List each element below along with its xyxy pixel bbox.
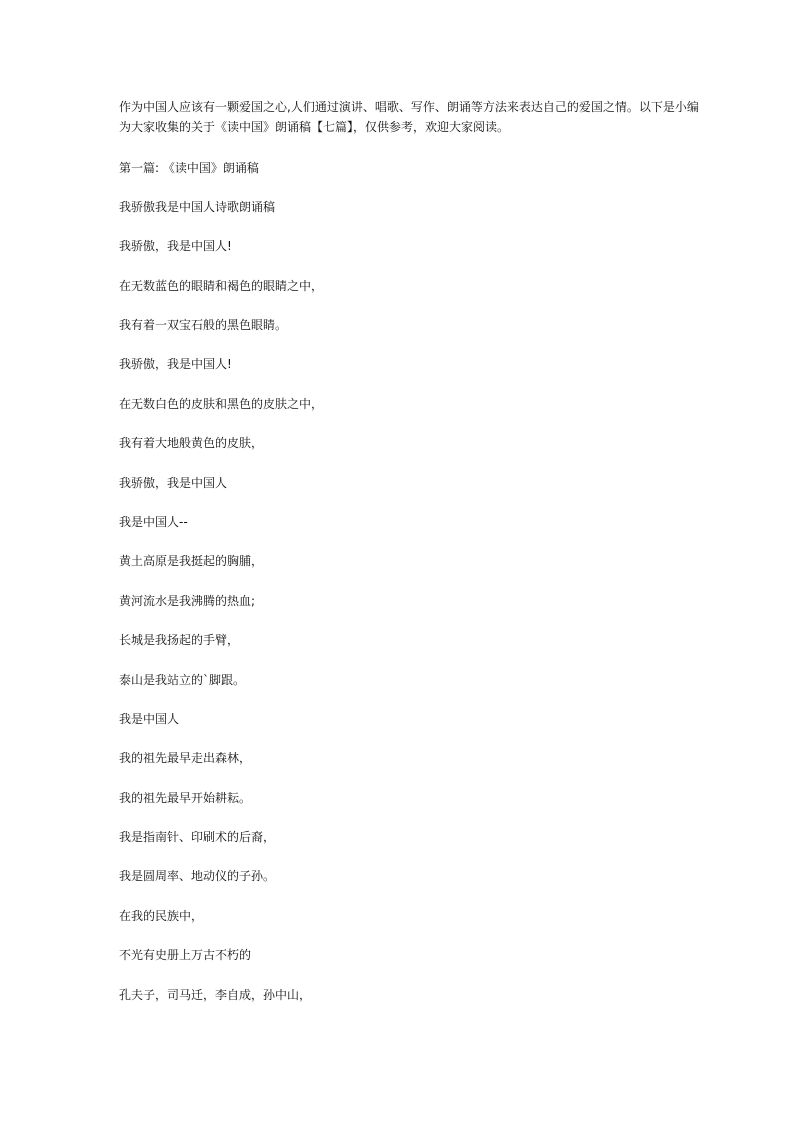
poem-line: 泰山是我站立的`脚跟。: [119, 673, 246, 687]
poem-line: 我骄傲，我是中国人!: [119, 239, 232, 253]
poem-line: 在无数蓝色的眼睛和褐色的眼睛之中，: [119, 279, 324, 293]
poem-line: 长城是我扬起的手臂，: [119, 633, 240, 647]
poem-line: 在无数白色的皮肤和黑色的皮肤之中，: [119, 397, 324, 411]
poem-line: 孔夫子，司马迁，李自成，孙中山，: [119, 988, 312, 1002]
poem-line: 在我的民族中，: [119, 909, 204, 923]
intro-paragraph: 作为中国人应该有一颗爱国之心,人们通过演讲、唱歌、写作、朗诵等方法来表达自己的爱国之情。以下是小编为大家收集的关于《读中国》朗诵稿【七篇】，仅供参考，欢迎大家阅读。: [119, 100, 699, 134]
poem-title: 我骄傲我是中国人诗歌朗诵稿: [119, 200, 276, 214]
poem-line: 我的祖先最早走出森林，: [119, 751, 252, 765]
poem-line: 我有着一双宝石般的黑色眼睛。: [119, 318, 288, 332]
poem-line: 黄土高原是我挺起的胸脯，: [119, 554, 264, 568]
poem-line: 我是中国人: [119, 712, 180, 726]
poem-line: 黄河流水是我沸腾的热血;: [119, 594, 256, 608]
poem-line: 我骄傲，我是中国人: [119, 476, 228, 490]
poem-line: 我是指南针、印刷术的后裔，: [119, 830, 276, 844]
poem-line: 我是中国人--: [119, 515, 188, 529]
poem-line: 不光有史册上万古不朽的: [119, 948, 252, 962]
poem-line: 我有着大地般黄色的皮肤，: [119, 436, 264, 450]
poem-line: 我的祖先最早开始耕耘。: [119, 791, 252, 805]
poem-line: 我骄傲，我是中国人!: [119, 357, 232, 371]
section-title: 第一篇: 《读中国》朗诵稿: [119, 161, 259, 175]
poem-line: 我是圆周率、地动仪的子孙。: [119, 869, 276, 883]
